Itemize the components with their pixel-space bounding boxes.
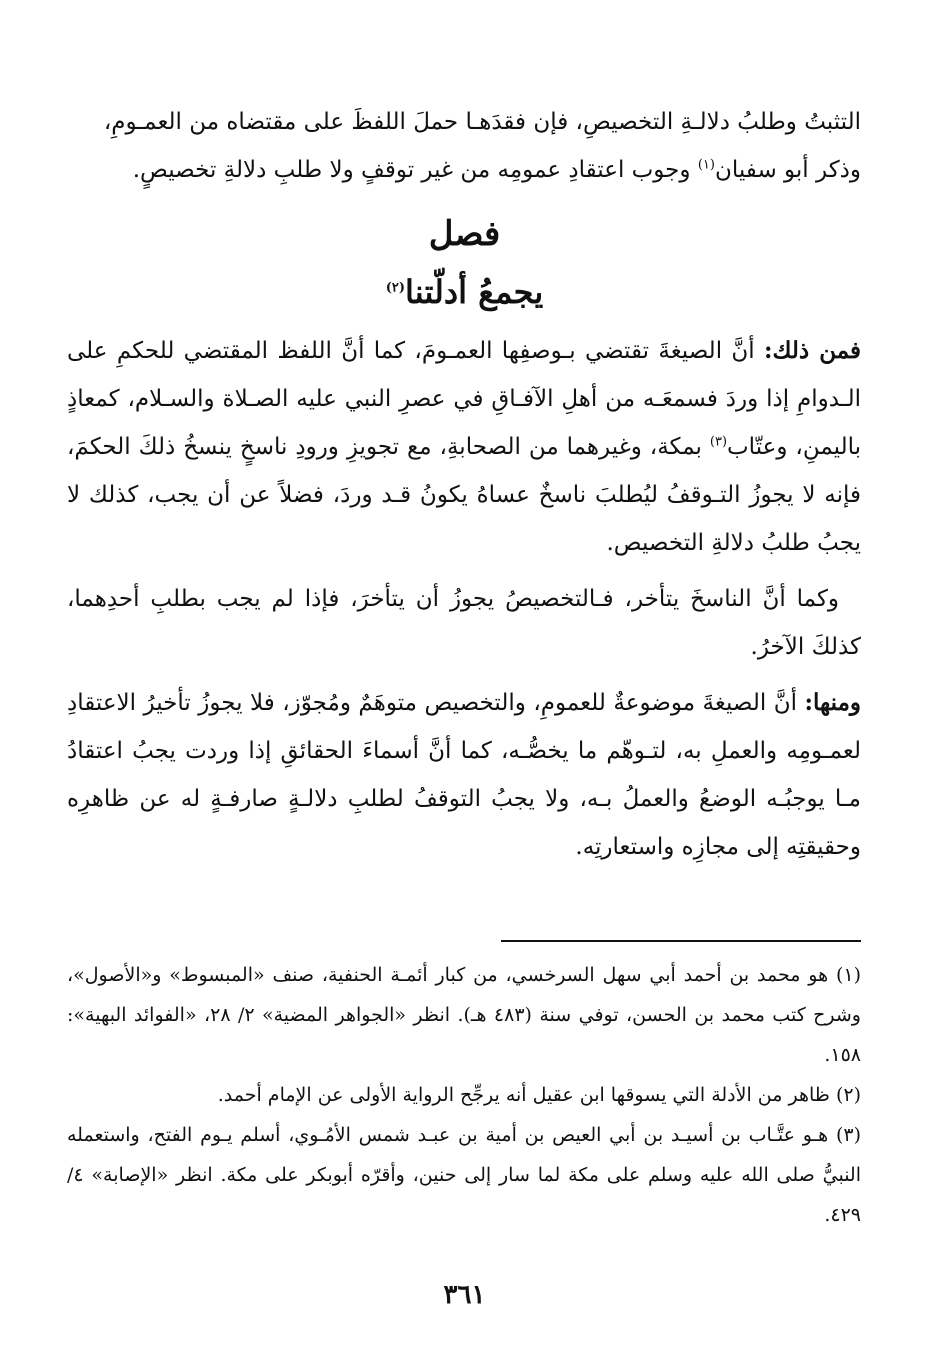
footnote-2: (٢) ظاهر من الأدلة التي يسوقها ابن عقيل أنه يرجِّح الرواية الأولى عن الإمام أحمد. bbox=[217, 1084, 861, 1106]
footnote-3: (٣) هـو عتَّـاب بن أسيـد بن أبي العيص بن أمية بن عبـد شمس الأمُـوي، أسلم يـوم الفتح، واستعمله النبيُّ صلى الله عليه وسلم على مكة لما سار إلى حنين، وأقرّه أبوبكر على مكة. انظر «الإصابة» ٤/ ٤٢٩. bbox=[67, 1124, 861, 1226]
footnote-1: (١) هو محمد بن أحمد أبي سهل السرخسي، من كبار أئمـة الحنفية، صنف «المبسوط» و«الأصول»، وشرح كتب محمد بن الحسن، توفي سنة (٤٨٣ هـ). انظر «الجواهر المضية» ٢/ ٢٨، «الفوائد البهية»: ١٥٨. bbox=[67, 964, 861, 1066]
footnote-divider bbox=[501, 940, 861, 942]
main-text bbox=[67, 327, 861, 871]
intro-line-2: وذكر أبو سفيان$^{(١)}$ وجوب اعتقادِ عمومِه من غير توقفٍ ولا طلبِ دلالةِ تخصيصٍ. bbox=[132, 157, 861, 183]
footnote-ref-3[interactable]: (٣) bbox=[709, 434, 728, 450]
page-number: ٣٦١ bbox=[443, 1280, 486, 1310]
paragraph-3-lead: ومنها: bbox=[804, 689, 861, 716]
section-subtitle: يجمعُ أدلّتنا$^{(٢)}$ bbox=[385, 273, 544, 311]
section-title: فصل bbox=[428, 214, 501, 254]
paragraph-1-lead: فمن ذلك: bbox=[764, 337, 862, 364]
footnote-ref-1[interactable]: (١) bbox=[697, 157, 715, 173]
paragraph-1: فمن ذلك: أنَّ الصيغةَ تقتضي بـوصفِها العمـومَ، كما أنَّ اللفظ المقتضي للحكمِ على الـدوامِ إذا وردَ فسمعَـه من أهلِ الآفـاقِ في عصرِ النبي عليه الصـلاة والسـلام، كمعاذٍ باليمنِ، وعتّاب$^{(٣)}$ بمكة، وغيرهما من الصحابةِ، مع تجويزِ ورودِ ناسخٍ ينسخُ ذلكَ الحكمَ، فإنه لا يجوزُ التـوقفُ ليُطلبَ ناسخٌ عساهُ يكونُ قـد وردَ، فضلاً عن أن يجب، كذلك لا يجبُ طلبُ دلالةِ التخصيص. bbox=[67, 337, 862, 556]
footnote-ref-2[interactable]: (٢) bbox=[385, 280, 406, 296]
footnotes bbox=[67, 955, 861, 1235]
intro-block bbox=[67, 98, 861, 194]
paragraph-3: ومنها: أنَّ الصيغةَ موضوعةٌ للعمومِ، والتخصيص متوهَمٌ ومُجوّز، فلا يجوزُ تأخيرُ الاعتقادِ لعمـومِه والعملِ به، لتـوهّم ما يخصُّـه، كما أنَّ أسماءَ الحقائقِ إذا وردت يجبُ اعتقادُ مـا يوجبُـه الوضعُ والعملُ بـه، ولا يجبُ التوقفُ لطلبِ دلالـةٍ صارفـةٍ له عن ظاهرِه وحقيقتِه إلى مجازِه واستعارتِه. bbox=[67, 689, 861, 860]
paragraph-2: وكما أنَّ الناسخَ يتأخر، فـالتخصيصُ يجوزُ أن يتأخرَ، فإذا لم يجب بطلبِ أحدِهما، كذلكَ الآخرُ. bbox=[67, 586, 861, 660]
intro-line-1: التثبتُ وطلبُ دلالـةِ التخصيصِ، فإن فقدَهـا حملَ اللفظَ على مقتضاه من العمـومِ، bbox=[103, 109, 861, 135]
